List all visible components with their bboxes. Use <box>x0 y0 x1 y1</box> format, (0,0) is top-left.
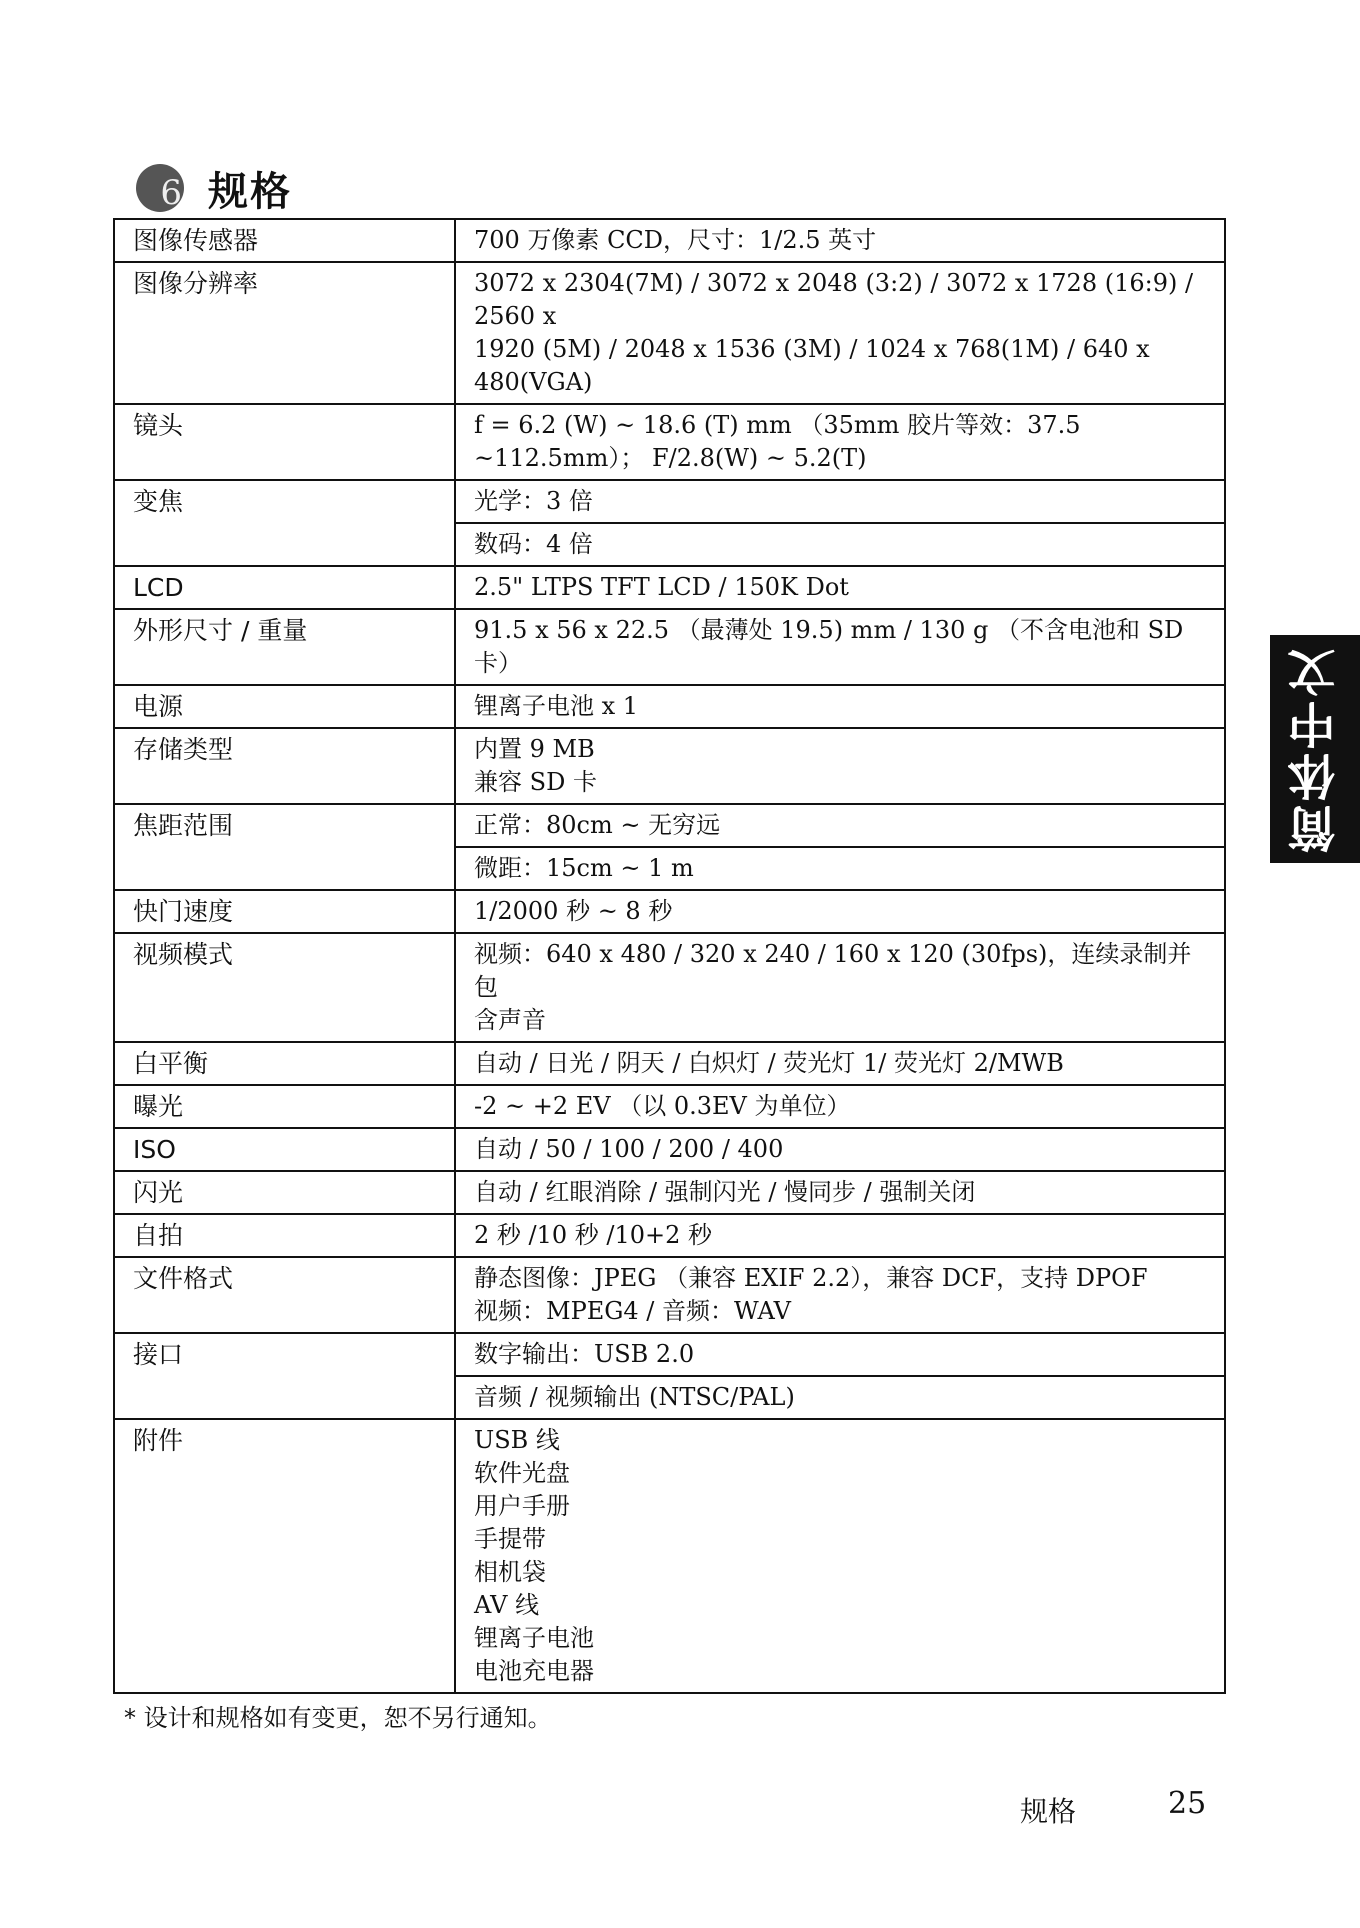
table-row <box>114 804 1225 847</box>
table-row <box>114 1042 1225 1085</box>
table-row <box>114 480 1225 523</box>
spec-value <box>455 1419 1225 1693</box>
section-heading <box>136 160 292 216</box>
spec-label: 闪光 <box>114 1171 455 1214</box>
spec-value <box>455 1257 1225 1333</box>
spec-value-line: 卡） <box>474 649 522 677</box>
spec-value-line: 内置 9 MB <box>474 735 595 763</box>
table-row <box>114 1257 1225 1333</box>
table-row <box>114 1171 1225 1214</box>
spec-value <box>455 728 1225 804</box>
spec-value <box>455 404 1225 480</box>
accessory-item: 用户手册 <box>474 1492 570 1520</box>
table-row <box>114 566 1225 609</box>
spec-value: 1/2000 秒 ~ 8 秒 <box>455 890 1225 933</box>
accessory-item: USB 线 <box>474 1426 560 1454</box>
spec-value: 2 秒 /10 秒 /10+2 秒 <box>455 1214 1225 1257</box>
spec-label: 视频模式 <box>114 933 455 1042</box>
language-side-tab-label: 简体中文 <box>1287 645 1344 853</box>
spec-value <box>455 262 1225 404</box>
spec-value-line: 静态图像：JPEG （兼容 EXIF 2.2），兼容 DCF，支持 DPOF <box>474 1264 1148 1292</box>
spec-value: 2.5" LTPS TFT LCD / 150K Dot <box>455 566 1225 609</box>
spec-label: 焦距范围 <box>114 804 455 890</box>
spec-label: 附件 <box>114 1419 455 1693</box>
table-row <box>114 890 1225 933</box>
table-row <box>114 1333 1225 1376</box>
spec-label: 变焦 <box>114 480 455 566</box>
spec-value: 微距：15cm ~ 1 m <box>455 847 1225 890</box>
spec-value: 锂离子电池 x 1 <box>455 685 1225 728</box>
spec-table <box>113 218 1226 1694</box>
spec-value: -2 ~ +2 EV （以 0.3EV 为单位） <box>455 1085 1225 1128</box>
table-row <box>114 1085 1225 1128</box>
spec-value: 光学：3 倍 <box>455 480 1225 523</box>
spec-value <box>455 609 1225 685</box>
spec-label: 接口 <box>114 1333 455 1419</box>
table-row <box>114 262 1225 404</box>
table-row <box>114 1419 1225 1693</box>
footer-section-name: 规格 <box>1020 1795 1077 1828</box>
section-number-badge: 6 <box>136 164 184 212</box>
spec-value-line: 1920 (5M) / 2048 x 1536 (3M) / 1024 x 768(1M) / 640 x <box>474 335 1150 363</box>
spec-value <box>455 933 1225 1042</box>
spec-label: 图像分辨率 <box>114 262 455 404</box>
table-row <box>114 219 1225 262</box>
spec-label: 图像传感器 <box>114 219 455 262</box>
table-row <box>114 933 1225 1042</box>
spec-label: 存储类型 <box>114 728 455 804</box>
spec-label: 白平衡 <box>114 1042 455 1085</box>
spec-value: 自动 / 红眼消除 / 强制闪光 / 慢同步 / 强制关闭 <box>455 1171 1225 1214</box>
spec-value-line: f = 6.2 (W) ~ 18.6 (T) mm （35mm 胶片等效：37.5 <box>474 411 1081 439</box>
accessory-item: 软件光盘 <box>474 1459 570 1487</box>
accessory-item: 手提带 <box>474 1525 546 1553</box>
accessory-item: AV 线 <box>474 1591 540 1619</box>
spec-value-line: 3072 x 2304(7M) / 3072 x 2048 (3:2) / 3072 x 1728 (16:9) / 2560 x <box>474 269 1194 330</box>
table-row <box>114 609 1225 685</box>
page-number: 25 <box>1168 1786 1207 1821</box>
accessory-item: 锂离子电池 <box>474 1624 594 1652</box>
spec-value-line: 含声音 <box>474 1006 546 1034</box>
accessory-item: 电池充电器 <box>474 1657 594 1685</box>
spec-value: 数字输出：USB 2.0 <box>455 1333 1225 1376</box>
table-row <box>114 1128 1225 1171</box>
spec-value-line: 91.5 x 56 x 22.5 （最薄处 19.5) mm / 130 g （不含电池和 SD <box>474 616 1184 644</box>
footnote: * 设计和规格如有变更，恕不另行通知。 <box>124 1704 552 1732</box>
spec-value: 数码：4 倍 <box>455 523 1225 566</box>
spec-value-line: 480(VGA) <box>474 368 593 396</box>
table-row <box>114 728 1225 804</box>
page-title: 规格 <box>208 168 292 215</box>
spec-value-line: 视频：MPEG4 / 音频：WAV <box>474 1297 791 1325</box>
spec-label: 自拍 <box>114 1214 455 1257</box>
spec-label: LCD <box>114 566 455 609</box>
spec-value: 700 万像素 CCD，尺寸：1/2.5 英寸 <box>455 219 1225 262</box>
spec-label: 曝光 <box>114 1085 455 1128</box>
spec-value: 自动 / 50 / 100 / 200 / 400 <box>455 1128 1225 1171</box>
spec-label: 快门速度 <box>114 890 455 933</box>
spec-label: 外形尺寸 / 重量 <box>114 609 455 685</box>
spec-value-line: 兼容 SD 卡 <box>474 768 597 796</box>
spec-value-line: ~112.5mm）； F/2.8(W) ~ 5.2(T) <box>474 444 867 472</box>
spec-value: 音频 / 视频输出 (NTSC/PAL) <box>455 1376 1225 1419</box>
table-row <box>114 1214 1225 1257</box>
spec-label: 电源 <box>114 685 455 728</box>
spec-label: 文件格式 <box>114 1257 455 1333</box>
spec-value: 正常：80cm ~ 无穷远 <box>455 804 1225 847</box>
spec-value: 自动 / 日光 / 阴天 / 白炽灯 / 荧光灯 1/ 荧光灯 2/MWB <box>455 1042 1225 1085</box>
spec-value-line: 视频：640 x 480 / 320 x 240 / 160 x 120 (30fps)，连续录制并包 <box>474 940 1192 1001</box>
table-row <box>114 404 1225 480</box>
table-row <box>114 685 1225 728</box>
spec-label: 镜头 <box>114 404 455 480</box>
spec-label: ISO <box>114 1128 455 1171</box>
accessory-item: 相机袋 <box>474 1558 546 1586</box>
language-side-tab <box>1270 635 1360 863</box>
